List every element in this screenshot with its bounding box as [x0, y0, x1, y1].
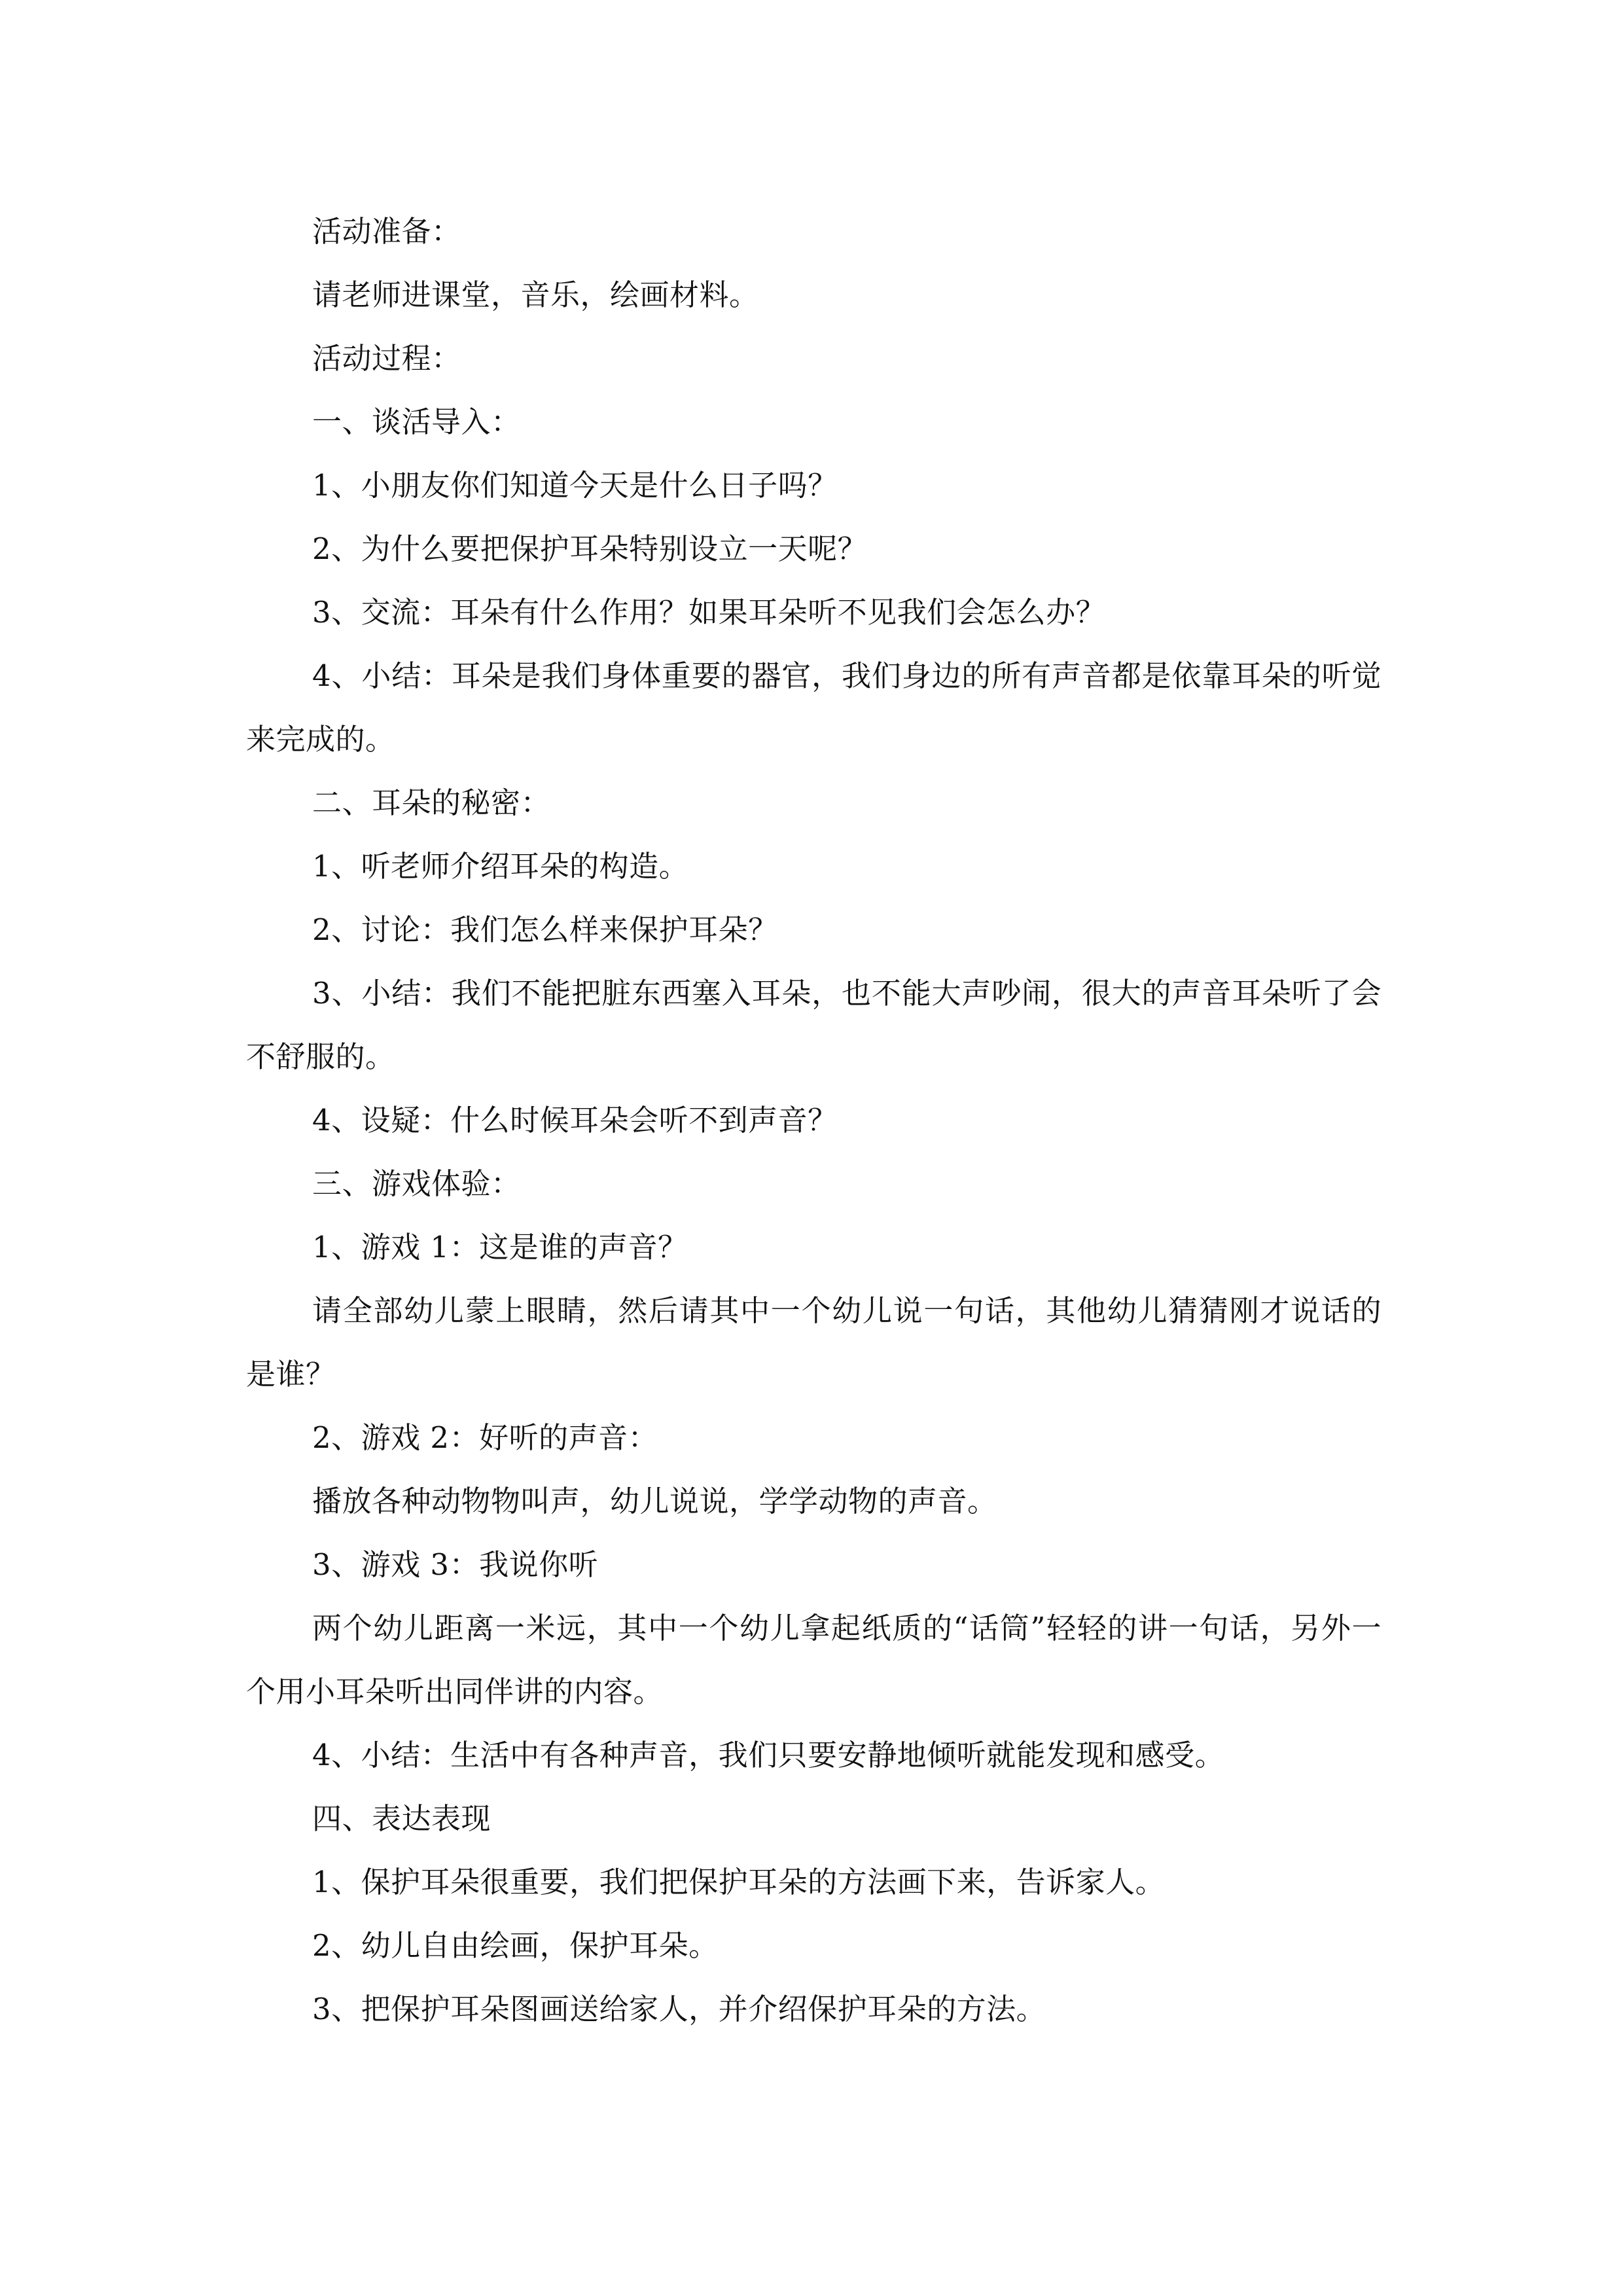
paragraph: 播放各种动物物叫声，幼儿说说，学学动物的声音。: [312, 1484, 997, 1518]
section-heading-2: 二、耳朵的秘密：: [312, 785, 551, 820]
paragraph: 1、听老师介绍耳朵的构造。: [312, 849, 689, 884]
paragraph: 2、为什么要把保护耳朵特别设立一天呢？: [312, 531, 868, 566]
paragraph: 两个幼儿距离一米远，其中一个幼儿拿起纸质的“话筒”轻轻的讲一句话，另外一个用小耳朵听出同伴讲的内容。: [246, 1611, 1382, 1709]
paragraph: 4、小结：生活中有各种声音，我们只要安静地倾听就能发现和感受。: [312, 1738, 1225, 1772]
paragraph-preparation-heading: 活动准备：: [312, 214, 461, 249]
section-heading-1: 一、谈活导入：: [312, 404, 521, 439]
paragraph: 1、游戏 1：这是谁的声音？: [312, 1230, 688, 1265]
paragraph: 3、游戏 3：我说你听: [312, 1547, 599, 1582]
paragraph: 1、小朋友你们知道今天是什么日子吗？: [312, 468, 838, 503]
paragraph-preparation-items: 请老师进课堂，音乐，绘画材料。: [312, 278, 759, 312]
paragraph: 3、小结：我们不能把脏东西塞入耳朵，也不能大声吵闹，很大的声音耳朵听了会不舒服的。: [246, 976, 1382, 1074]
paragraph: 请全部幼儿蒙上眼睛，然后请其中一个幼儿说一句话，其他幼儿猜猜刚才说话的是谁？: [246, 1293, 1382, 1391]
paragraph-process-heading: 活动过程：: [312, 341, 461, 376]
section-heading-3: 三、游戏体验：: [312, 1166, 521, 1201]
paragraph: 3、交流：耳朵有什么作用？如果耳朵听不见我们会怎么办？: [312, 595, 1106, 630]
paragraph: 4、设疑：什么时候耳朵会听不到声音？: [312, 1103, 838, 1138]
document-body: [246, 200, 1382, 2041]
section-heading-4: 四、表达表现: [312, 1801, 491, 1836]
paragraph: 4、小结：耳朵是我们身体重要的器官，我们身边的所有声音都是依靠耳朵的听觉来完成的。: [246, 658, 1382, 757]
paragraph: 3、把保护耳朵图画送给家人，并介绍保护耳朵的方法。: [312, 1992, 1046, 2026]
paragraph: 2、讨论：我们怎么样来保护耳朵？: [312, 912, 778, 947]
paragraph: 1、保护耳朵很重要，我们把保护耳朵的方法画下来，告诉家人。: [312, 1865, 1166, 1899]
paragraph: 2、游戏 2：好听的声音：: [312, 1420, 658, 1455]
paragraph: 2、幼儿自由绘画，保护耳朵。: [312, 1928, 719, 1963]
